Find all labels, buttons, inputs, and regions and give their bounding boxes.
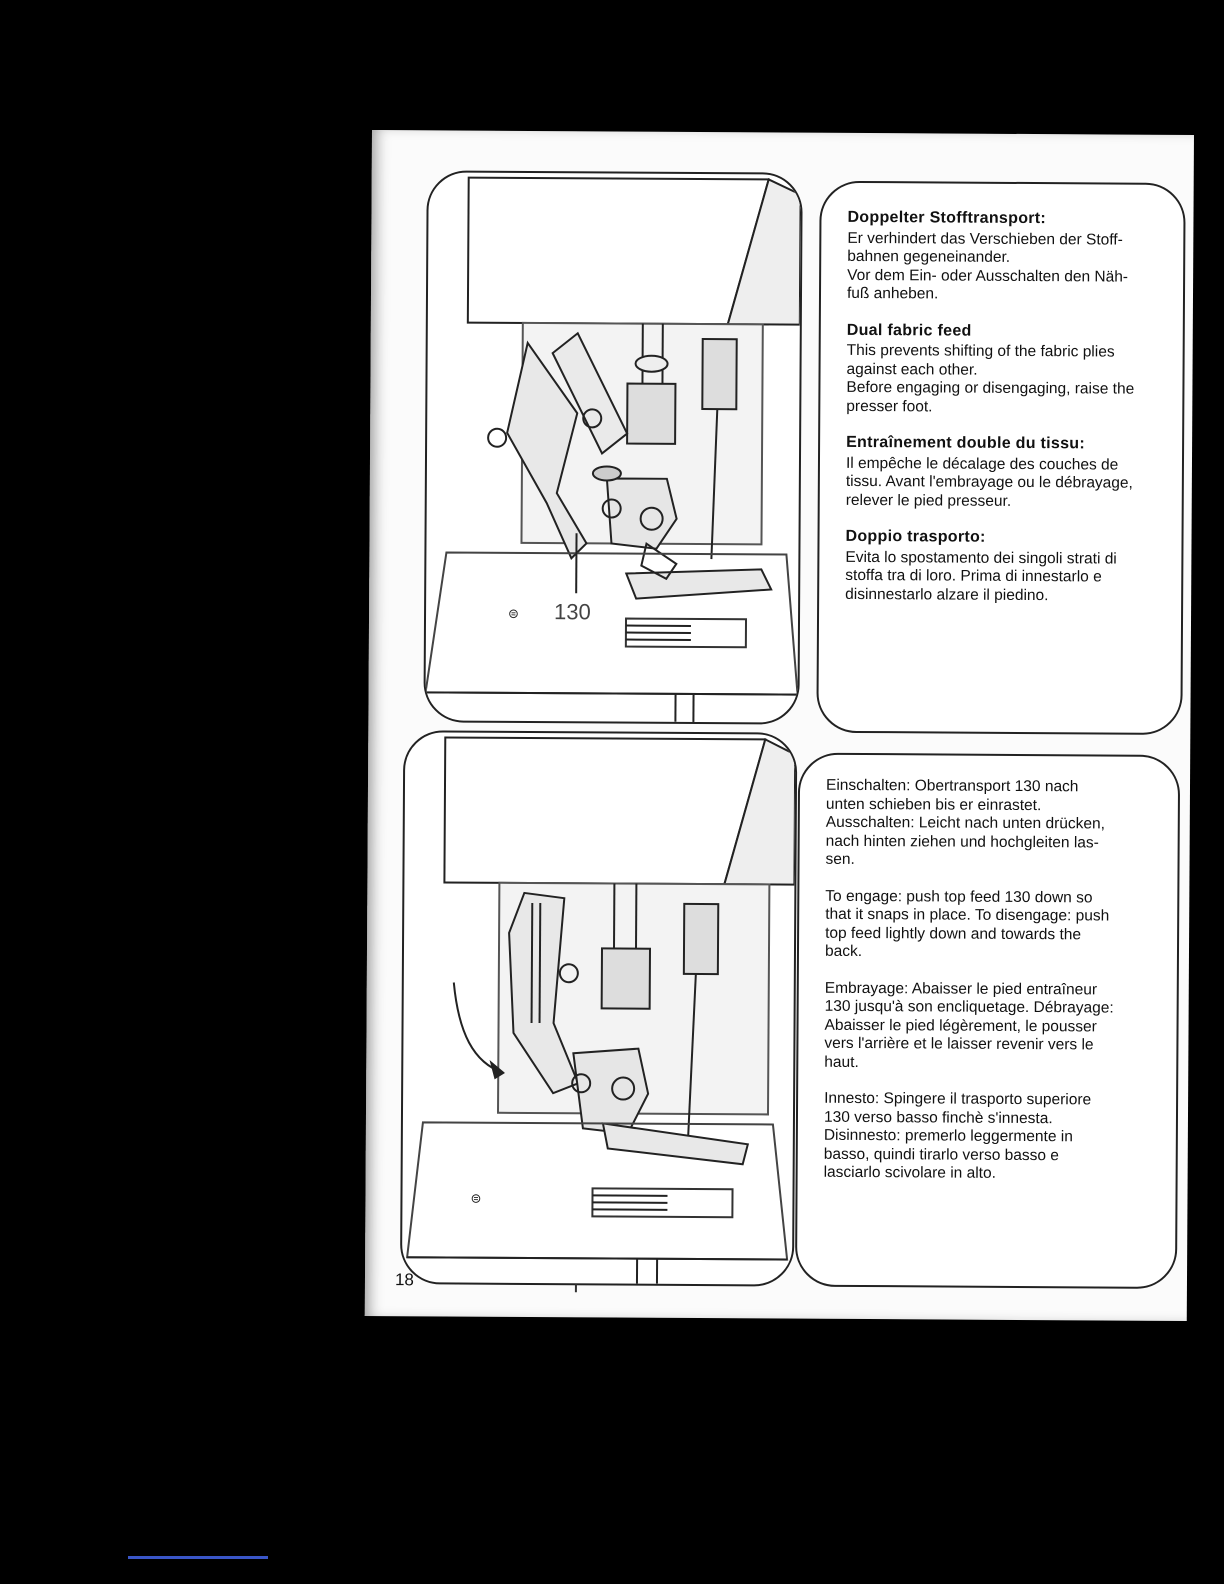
section-line: top feed lightly down and towards the	[825, 924, 1082, 943]
section-line: relever le pied presseur.	[845, 491, 1012, 510]
section-line: lasciarlo scivolare in alto.	[823, 1163, 996, 1182]
sewing-machine-drawing-top	[425, 172, 800, 722]
scan-mark	[575, 1284, 577, 1292]
section-english	[825, 887, 1165, 963]
illustration-top-feed-engaged	[400, 730, 797, 1286]
section-french	[824, 979, 1165, 1074]
section-italian	[824, 1090, 1165, 1185]
section-heading: Doppio trasporto:	[845, 527, 986, 546]
section-line: basso, quindi tirarlo verso basso e	[823, 1145, 1060, 1164]
section-line: that it snaps in place. To disengage: push	[825, 905, 1110, 925]
section-line: Er verhindert das Verschieben der Stoff-	[847, 229, 1123, 249]
svg-text:⊜: ⊜	[470, 1191, 482, 1207]
section-line: haut.	[824, 1053, 859, 1071]
section-line: unten schieben bis er einrastet.	[825, 795, 1042, 814]
section-line: Ausschalten: Leicht nach unten drücken,	[825, 813, 1106, 833]
section-english	[846, 321, 1173, 417]
section-line: bahnen gegeneinander.	[847, 247, 1011, 266]
section-line: disinnestarlo alzare il piedino.	[845, 585, 1049, 604]
section-line: presser foot.	[846, 397, 933, 415]
sewing-machine-drawing-bottom	[402, 732, 795, 1284]
section-line: stoffa tra di loro. Prima di innestarlo e	[845, 566, 1102, 586]
text-block-top	[845, 209, 1174, 624]
section-german	[847, 209, 1174, 305]
section-line: This prevents shifting of the fabric plies	[846, 341, 1115, 361]
section-line: vers l'arrière et le laisser revenir vers le	[824, 1034, 1094, 1054]
illustration-top-feed-raised	[423, 170, 802, 724]
section-line: To engage: push top feed 130 down so	[825, 887, 1093, 906]
section-line: against each other.	[846, 360, 978, 379]
section-line: back.	[824, 942, 863, 961]
svg-text:⊜: ⊜	[507, 606, 519, 622]
section-line: Embrayage: Abaisser le pied entraîneur	[824, 979, 1098, 998]
section-line: Abaisser le pied légèrement, le pousser	[824, 1016, 1097, 1035]
section-line: sen.	[825, 850, 855, 868]
section-line: Before engaging or disengaging, raise the	[846, 378, 1135, 398]
section-line: Einschalten: Obertransport 130 nach	[825, 776, 1079, 796]
scan-edge-mark	[128, 1556, 268, 1559]
section-line: Vor dem Ein- oder Ausschalten den Näh-	[847, 266, 1129, 286]
section-heading: Dual fabric feed	[846, 321, 972, 340]
section-line: Il empêche le décalage des couches de	[845, 454, 1119, 474]
section-line: tissu. Avant l'embrayage ou le débrayage,	[845, 472, 1133, 492]
section-line: fuß anheben.	[846, 284, 939, 303]
section-line: Evita lo spostamento dei singoli strati di	[845, 548, 1117, 568]
section-line: Innesto: Spingere il trasporto superiore	[824, 1089, 1092, 1109]
part-label-130: 130	[553, 599, 591, 625]
section-italian	[845, 528, 1171, 606]
page-number: 18	[394, 1270, 414, 1290]
section-heading: Doppelter Stofftransport:	[847, 208, 1047, 228]
section-line: Disinnesto: premerlo leggermente in	[823, 1126, 1073, 1146]
section-french	[846, 434, 1172, 512]
text-panel-top	[816, 181, 1185, 735]
text-panel-bottom	[795, 753, 1180, 1289]
section-heading: Entraînement double du tissu:	[846, 433, 1086, 453]
text-block-bottom	[823, 777, 1166, 1203]
section-german	[825, 777, 1166, 872]
section-line: 130 verso basso finchè s'innesta.	[823, 1108, 1053, 1127]
section-line: nach hinten ziehen und hochgleiten las-	[825, 832, 1099, 851]
manual-page	[365, 130, 1194, 1321]
section-line: 130 jusqu'à son encliquetage. Débrayage:	[824, 997, 1114, 1017]
